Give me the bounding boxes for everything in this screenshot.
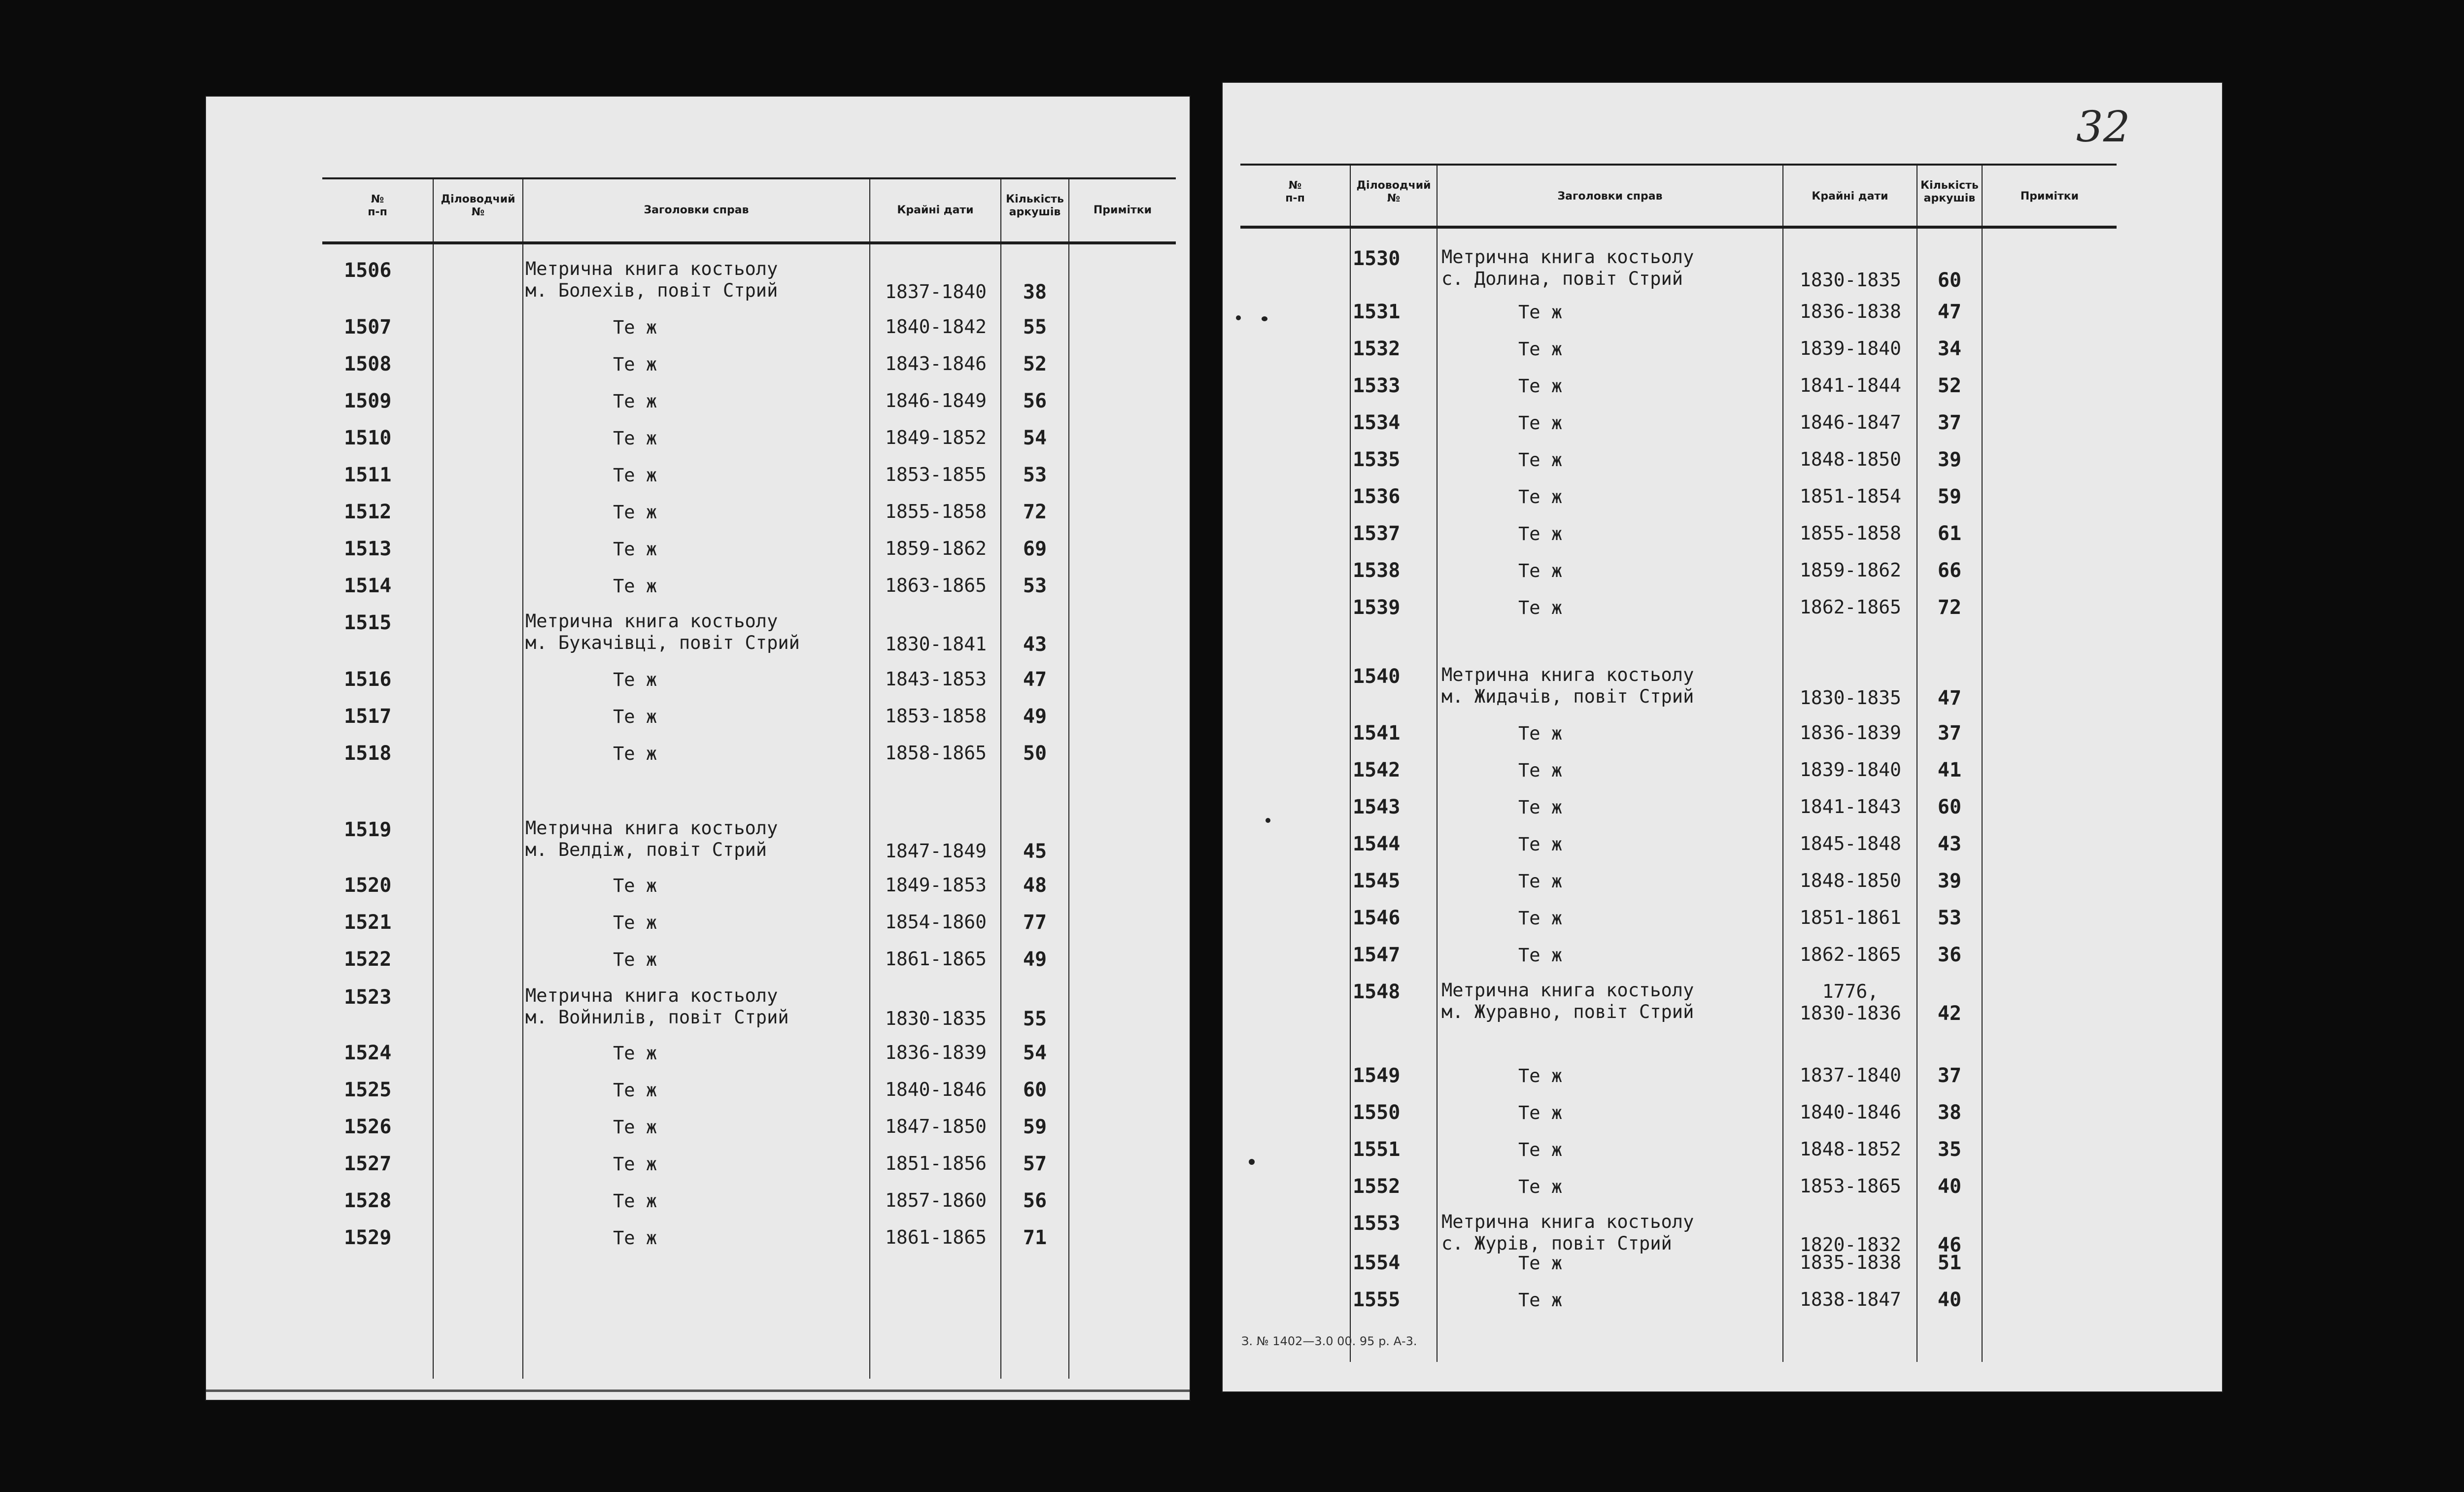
row-dates: 1851-1854 [1800, 485, 1901, 507]
speck [1262, 316, 1267, 321]
row-number: 1521 [344, 911, 392, 934]
row-dates: 1854-1860 [885, 911, 987, 933]
row-number: 1516 [344, 668, 392, 691]
row-sheet-count: 60 [1937, 796, 1962, 818]
row-title: Те ж [1518, 1289, 1563, 1311]
row-dates: 1862-1865 [1800, 596, 1901, 618]
row-sheet-count: 35 [1937, 1138, 1962, 1161]
row-number: 1519 [344, 818, 392, 841]
row-sheet-count: 56 [1023, 390, 1047, 412]
row-dates: 1846-1849 [885, 390, 987, 411]
row-title: Те ж [1518, 302, 1563, 323]
row-sheet-count: 37 [1937, 722, 1962, 745]
row-dates: 1853-1855 [885, 464, 987, 485]
row-title: Те ж [613, 706, 657, 727]
page-number: 32 [2076, 102, 2130, 152]
row-sheet-count: 51 [1937, 1252, 1962, 1274]
row-dates: 1851-1861 [1800, 907, 1901, 928]
speck [1249, 1159, 1255, 1165]
row-number: 1543 [1353, 796, 1401, 818]
row-dates: 1830-1841 [885, 633, 987, 655]
row-title: Метрична книга костьолу м. Болехів, повіт Стрий [525, 258, 778, 301]
row-dates: 1838-1847 [1800, 1289, 1901, 1310]
row-dates: 1837-1840 [885, 281, 987, 303]
row-title: Те ж [613, 669, 657, 690]
header-clerk: Діловодчий № [441, 193, 515, 218]
row-dates: 1861-1865 [885, 948, 987, 970]
row-number: 1508 [344, 353, 392, 375]
row-sheet-count: 55 [1023, 1008, 1047, 1030]
header-dates: Крайні дати [897, 204, 974, 216]
row-dates: 1843-1846 [885, 353, 987, 374]
row-title: Те ж [613, 354, 657, 375]
row-number: 1507 [344, 316, 392, 339]
row-dates: 1845-1848 [1800, 833, 1901, 854]
row-sheet-count: 45 [1023, 840, 1047, 863]
row-dates: 1841-1844 [1800, 374, 1901, 396]
row-number: 1532 [1353, 338, 1401, 360]
header-notes: Примітки [1093, 204, 1152, 216]
row-dates: 1849-1853 [885, 874, 987, 896]
row-number: 1541 [1353, 722, 1401, 745]
row-number: 1531 [1353, 301, 1401, 323]
header-num: № п-п [1285, 179, 1305, 204]
row-dates: 1830-1835 [885, 1008, 987, 1029]
column-divider [522, 179, 523, 1379]
row-dates: 1847-1850 [885, 1116, 987, 1137]
header-dates: Крайні дати [1812, 190, 1888, 203]
row-number: 1523 [344, 986, 392, 1009]
row-dates: 1830-1835 [1800, 269, 1901, 291]
row-title: Те ж [613, 502, 657, 523]
row-sheet-count: 57 [1023, 1153, 1047, 1175]
row-sheet-count: 50 [1023, 742, 1047, 765]
header-bottom-rule [1240, 226, 2117, 229]
print-footer: З. № 1402—3.0 00. 95 р. А-3. [1241, 1334, 1417, 1348]
row-number: 1517 [344, 705, 392, 728]
row-sheet-count: 40 [1937, 1175, 1962, 1198]
row-sheet-count: 77 [1023, 911, 1047, 934]
row-title: Те ж [613, 912, 657, 933]
row-number: 1506 [344, 259, 392, 282]
row-dates: 1859-1862 [885, 538, 987, 559]
row-title: Метрична книга костьолу м. Журавно, повіт Стрий [1441, 980, 1694, 1022]
row-dates: 1859-1862 [1800, 559, 1901, 581]
row-dates: 1853-1865 [1800, 1175, 1901, 1197]
row-title: Те ж [613, 949, 657, 970]
row-sheet-count: 66 [1937, 559, 1962, 582]
row-number: 1518 [344, 742, 392, 765]
row-number: 1554 [1353, 1252, 1401, 1274]
row-sheet-count: 53 [1023, 575, 1047, 597]
speck [1266, 818, 1270, 823]
row-number: 1534 [1353, 411, 1401, 434]
row-dates: 1843-1853 [885, 668, 987, 690]
column-divider [1782, 166, 1783, 1362]
row-title: Те ж [613, 317, 657, 338]
row-sheet-count: 72 [1023, 501, 1047, 523]
row-number: 1550 [1353, 1101, 1401, 1124]
row-dates: 1848-1850 [1800, 448, 1901, 470]
row-dates: 1820-1832 [1800, 1234, 1901, 1255]
row-number: 1525 [344, 1079, 392, 1101]
row-number: 1548 [1353, 981, 1401, 1003]
row-title: Те ж [1518, 1065, 1563, 1086]
row-title: Те ж [1518, 412, 1563, 434]
row-number: 1540 [1353, 665, 1401, 688]
row-dates: 1841-1843 [1800, 796, 1901, 817]
row-title: Те ж [613, 1117, 657, 1138]
row-number: 1515 [344, 611, 392, 634]
row-dates: 1858-1865 [885, 742, 987, 764]
row-sheet-count: 55 [1023, 316, 1047, 339]
row-sheet-count: 60 [1937, 269, 1962, 292]
header-top-rule [322, 177, 1176, 179]
row-number: 1522 [344, 948, 392, 971]
row-sheet-count: 40 [1937, 1289, 1962, 1311]
row-title: Те ж [1518, 723, 1563, 744]
row-dates: 1835-1838 [1800, 1252, 1901, 1273]
row-title: Те ж [1518, 339, 1563, 360]
row-dates: 1863-1865 [885, 575, 987, 596]
row-sheet-count: 53 [1937, 907, 1962, 929]
column-divider [1982, 166, 1983, 1362]
row-number: 1545 [1353, 870, 1401, 892]
row-title: Те ж [1518, 760, 1563, 781]
left-page [206, 97, 1190, 1400]
row-sheet-count: 37 [1937, 411, 1962, 434]
row-title: Те ж [613, 1080, 657, 1101]
row-title: Те ж [1518, 486, 1563, 508]
row-sheet-count: 47 [1937, 301, 1962, 323]
row-dates: 1848-1850 [1800, 870, 1901, 891]
row-dates: 1855-1858 [885, 501, 987, 522]
row-title: Те ж [1518, 560, 1563, 581]
row-title: Метрична книга костьолу с. Журів, повіт Стрий [1441, 1211, 1694, 1254]
row-title: Те ж [613, 875, 657, 896]
row-number: 1513 [344, 538, 392, 560]
row-sheet-count: 36 [1937, 944, 1962, 966]
row-title: Те ж [1518, 449, 1563, 471]
row-sheet-count: 43 [1023, 633, 1047, 656]
header-bottom-rule [322, 241, 1176, 244]
row-number: 1524 [344, 1042, 392, 1064]
row-sheet-count: 34 [1937, 338, 1962, 360]
row-sheet-count: 39 [1937, 448, 1962, 471]
row-dates: 1776, 1830-1836 [1800, 981, 1901, 1024]
row-sheet-count: 49 [1023, 948, 1047, 971]
header-sheets: Кількість аркушів [1920, 179, 1979, 204]
row-dates: 1847-1849 [885, 840, 987, 862]
row-number: 1544 [1353, 833, 1401, 855]
row-dates: 1830-1835 [1800, 687, 1901, 709]
row-number: 1533 [1353, 374, 1401, 397]
row-number: 1551 [1353, 1138, 1401, 1161]
row-number: 1514 [344, 575, 392, 597]
row-sheet-count: 60 [1023, 1079, 1047, 1101]
row-title: Те ж [613, 576, 657, 597]
row-dates: 1861-1865 [885, 1226, 987, 1248]
row-dates: 1836-1839 [885, 1042, 987, 1063]
row-number: 1509 [344, 390, 392, 412]
row-number: 1528 [344, 1189, 392, 1212]
row-number: 1510 [344, 427, 392, 449]
page-bottom-edge [206, 1390, 1190, 1392]
row-number: 1539 [1353, 596, 1401, 619]
row-title: Те ж [1518, 1253, 1563, 1274]
row-title: Метрична книга костьолу м. Войнилів, повіт Стрий [525, 985, 789, 1028]
row-dates: 1853-1858 [885, 705, 987, 727]
row-dates: 1840-1846 [1800, 1101, 1901, 1123]
header-title: Заголовки справ [644, 204, 749, 216]
row-sheet-count: 37 [1937, 1064, 1962, 1087]
row-title: Те ж [613, 539, 657, 560]
row-title: Те ж [1518, 375, 1563, 397]
row-title: Те ж [1518, 834, 1563, 855]
row-sheet-count: 54 [1023, 1042, 1047, 1064]
row-sheet-count: 52 [1937, 374, 1962, 397]
header-sheets: Кількість аркушів [1006, 193, 1064, 218]
row-sheet-count: 69 [1023, 538, 1047, 560]
row-sheet-count: 59 [1937, 485, 1962, 508]
column-divider [1350, 166, 1351, 1362]
row-title: Те ж [613, 743, 657, 764]
row-title: Метрична книга костьолу м. Жидачів, повіт Стрий [1441, 664, 1694, 707]
row-number: 1549 [1353, 1064, 1401, 1087]
row-number: 1529 [344, 1226, 392, 1249]
right-page [1223, 83, 2222, 1391]
row-title: Те ж [1518, 1176, 1563, 1197]
row-number: 1555 [1353, 1289, 1401, 1311]
row-sheet-count: 61 [1937, 522, 1962, 545]
row-title: Те ж [613, 1153, 657, 1175]
row-number: 1537 [1353, 522, 1401, 545]
row-dates: 1836-1839 [1800, 722, 1901, 744]
row-dates: 1839-1840 [1800, 759, 1901, 780]
row-sheet-count: 59 [1023, 1116, 1047, 1138]
row-title: Те ж [1518, 871, 1563, 892]
row-sheet-count: 42 [1937, 1002, 1962, 1025]
column-divider [433, 179, 434, 1379]
row-dates: 1840-1846 [885, 1079, 987, 1100]
row-dates: 1839-1840 [1800, 338, 1901, 359]
row-dates: 1849-1852 [885, 427, 987, 448]
row-dates: 1857-1860 [885, 1189, 987, 1211]
row-number: 1546 [1353, 907, 1401, 929]
row-sheet-count: 56 [1023, 1189, 1047, 1212]
row-sheet-count: 43 [1937, 833, 1962, 855]
row-number: 1535 [1353, 448, 1401, 471]
row-title: Метрична книга костьолу с. Долина, повіт Стрий [1441, 246, 1694, 289]
row-number: 1526 [344, 1116, 392, 1138]
row-sheet-count: 72 [1937, 596, 1962, 619]
row-sheet-count: 48 [1023, 874, 1047, 897]
row-sheet-count: 54 [1023, 427, 1047, 449]
row-dates: 1862-1865 [1800, 944, 1901, 965]
row-title: Метрична книга костьолу м. Букачівці, повіт Стрий [525, 610, 800, 653]
row-dates: 1846-1847 [1800, 411, 1901, 433]
header-title: Заголовки справ [1557, 190, 1663, 203]
row-sheet-count: 52 [1023, 353, 1047, 375]
row-sheet-count: 47 [1023, 668, 1047, 691]
row-dates: 1836-1838 [1800, 301, 1901, 322]
row-number: 1512 [344, 501, 392, 523]
row-sheet-count: 38 [1023, 281, 1047, 304]
row-title: Те ж [1518, 523, 1563, 544]
row-title: Те ж [1518, 597, 1563, 618]
header-clerk: Діловодчий № [1356, 179, 1431, 204]
row-title: Те ж [1518, 1102, 1563, 1123]
row-dates: 1851-1856 [885, 1153, 987, 1174]
speck [1236, 315, 1241, 320]
row-number: 1538 [1353, 559, 1401, 582]
row-sheet-count: 47 [1937, 687, 1962, 710]
row-number: 1553 [1353, 1212, 1401, 1235]
column-divider [1068, 179, 1069, 1379]
row-sheet-count: 49 [1023, 705, 1047, 728]
row-number: 1511 [344, 464, 392, 486]
row-title: Те ж [613, 1043, 657, 1064]
row-sheet-count: 41 [1937, 759, 1962, 781]
row-title: Те ж [613, 1190, 657, 1212]
row-title: Те ж [613, 391, 657, 412]
row-title: Те ж [1518, 1139, 1563, 1160]
row-number: 1536 [1353, 485, 1401, 508]
header-num: № п-п [368, 193, 387, 218]
row-title: Те ж [1518, 908, 1563, 929]
row-dates: 1855-1858 [1800, 522, 1901, 544]
row-sheet-count: 38 [1937, 1101, 1962, 1124]
row-sheet-count: 71 [1023, 1226, 1047, 1249]
header-notes: Примітки [2020, 190, 2079, 203]
row-sheet-count: 46 [1937, 1234, 1962, 1256]
row-number: 1547 [1353, 944, 1401, 966]
row-title: Те ж [613, 1227, 657, 1249]
row-title: Те ж [1518, 797, 1563, 818]
row-dates: 1837-1840 [1800, 1064, 1901, 1086]
header-top-rule [1240, 164, 2117, 166]
row-number: 1552 [1353, 1175, 1401, 1198]
row-number: 1530 [1353, 247, 1401, 270]
row-sheet-count: 53 [1023, 464, 1047, 486]
row-title: Те ж [1518, 945, 1563, 966]
row-number: 1527 [344, 1153, 392, 1175]
row-title: Те ж [613, 428, 657, 449]
row-title: Те ж [613, 465, 657, 486]
row-dates: 1848-1852 [1800, 1138, 1901, 1160]
row-sheet-count: 39 [1937, 870, 1962, 892]
row-dates: 1840-1842 [885, 316, 987, 338]
column-divider [869, 179, 870, 1379]
row-title: Метрична книга костьолу м. Велдіж, повіт Стрий [525, 817, 778, 860]
row-number: 1542 [1353, 759, 1401, 781]
row-number: 1520 [344, 874, 392, 897]
